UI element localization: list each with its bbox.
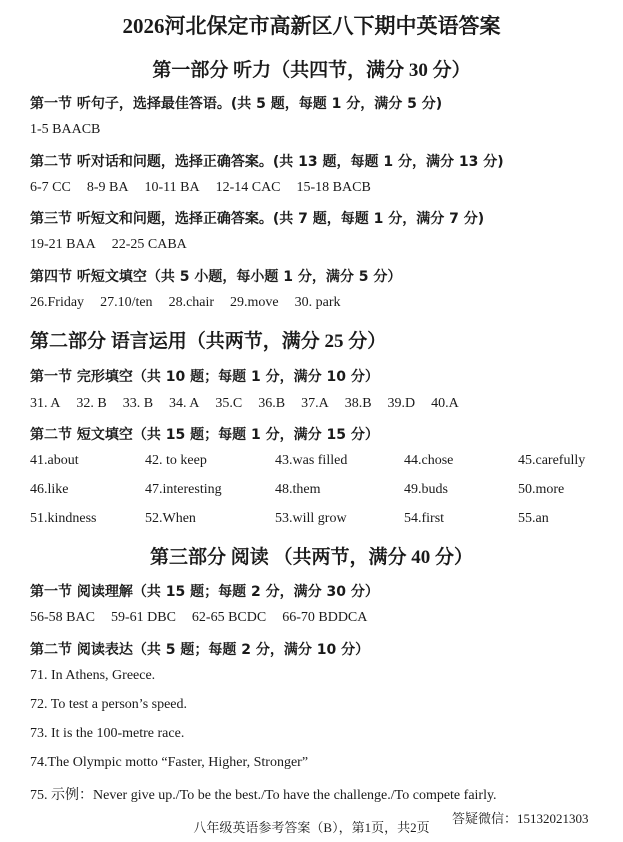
answer-item: 8-9 BA xyxy=(86,180,129,195)
grid-cell: 47.interesting xyxy=(145,482,222,497)
answer-item: 31. A xyxy=(30,396,61,411)
part1-section1-title: 第一节 听句子，选择最佳答语。(共 5 题，每题 1 分，满分 5 分) xyxy=(30,96,443,112)
grid-cell: 51.kindness xyxy=(30,511,97,526)
answer-item: 26.Friday xyxy=(30,295,85,310)
grid-cell: 43.was filled xyxy=(275,453,348,468)
reading-answer: 72. To test a person’s speed. xyxy=(30,697,188,712)
part3-heading: 第三部分 阅读 （共两节，满分 40 分） xyxy=(149,547,473,568)
part3-section2-title: 第二节 阅读表达（共 5 题；每题 2 分，满分 10 分） xyxy=(30,642,370,658)
answer-item: 10-11 BA xyxy=(144,180,200,195)
part3-section1-title: 第一节 阅读理解（共 15 题；每题 2 分，满分 30 分） xyxy=(30,584,379,600)
answer-item: 33. B xyxy=(122,396,154,411)
grid-cell: 45.carefully xyxy=(518,453,586,468)
grid-cell: 55.an xyxy=(518,511,549,526)
answer-item: 40.A xyxy=(431,396,459,411)
part2-section1-title: 第一节 完形填空（共 10 题；每题 1 分，满分 10 分） xyxy=(30,369,379,385)
part1-section3-title: 第三节 听短文和问题，选择正确答案。(共 7 题，每题 1 分，满分 7 分) xyxy=(30,211,485,227)
answer-item: 62-65 BCDC xyxy=(191,610,267,625)
contact-info: 答疑微信：15132021303 xyxy=(452,811,589,826)
answer-item: 28.chair xyxy=(168,295,215,310)
answer-item: 6-7 CC xyxy=(30,180,71,195)
grid-cell: 50.more xyxy=(518,482,565,497)
answer-item: 34. A xyxy=(169,396,200,411)
part2-heading: 第二部分 语言运用（共两节，满分 25 分） xyxy=(30,331,387,352)
part1-section3-answers xyxy=(30,237,203,253)
grid-cell: 54.first xyxy=(404,511,445,526)
part1-section4-title: 第四节 听短文填空（共 5 小题，每小题 1 分，满分 5 分） xyxy=(30,269,402,285)
answer-item: 32. B xyxy=(76,396,107,411)
answer-item: 37.A xyxy=(301,396,329,411)
answer-item: 38.B xyxy=(344,396,372,411)
answer-item: 19-21 BAA xyxy=(30,237,96,252)
answer-item: 12-14 CAC xyxy=(215,180,281,195)
part1-section4-answers xyxy=(30,295,357,311)
answer-item: 59-61 DBC xyxy=(110,610,176,625)
grid-cell: 48.them xyxy=(275,482,321,497)
reading-answer: 75. 示例：Never give up./To be the best./To have the challenge./To compete fairly. xyxy=(30,788,497,803)
grid-cell: 49.buds xyxy=(404,482,448,497)
grid-cell: 53.will grow xyxy=(275,511,347,526)
grid-cell: 46.like xyxy=(30,482,69,497)
part1-section2-title: 第二节 听对话和问题，选择正确答案。(共 13 题，每题 1 分，满分 13 分) xyxy=(30,154,504,170)
answer-item: 30. park xyxy=(294,295,341,310)
reading-answer: 73. It is the 100-metre race. xyxy=(30,726,185,741)
reading-answer: 71. In Athens, Greece. xyxy=(30,668,156,683)
grid-cell: 44.chose xyxy=(404,453,454,468)
answer-item: 22-25 CABA xyxy=(111,237,187,252)
page-footer: 八年级英语参考答案（B），第1页，共2页 xyxy=(193,820,430,835)
answer-item: 35.C xyxy=(215,396,243,411)
part2-section2-title: 第二节 短文填空（共 15 题；每题 1 分，满分 15 分） xyxy=(30,427,379,443)
answer-item: 15-18 BACB xyxy=(296,180,371,195)
grid-cell: 41.about xyxy=(30,453,79,468)
answer-item: 39.D xyxy=(387,396,416,411)
answer-item: 66-70 BDDCA xyxy=(282,610,368,625)
answer-item: 27.10/ten xyxy=(100,295,153,310)
grid-cell: 52.When xyxy=(145,511,196,526)
page-title: 2026河北保定市高新区八下期中英语答案 xyxy=(122,14,501,38)
answer-item: 1-5 BAACB xyxy=(30,122,101,137)
part1-section2-answers xyxy=(30,180,387,196)
reading-answer: 74.The Olympic motto “Faster, Higher, Stronger” xyxy=(30,755,309,770)
answer-item: 36.B xyxy=(258,396,286,411)
part2-section1-answers xyxy=(30,396,475,412)
answer-item: 29.move xyxy=(230,295,279,310)
grid-cell: 42. to keep xyxy=(145,453,207,468)
part3-section1-answers xyxy=(30,610,383,626)
answer-item: 56-58 BAC xyxy=(30,610,95,625)
part1-section1-answers xyxy=(30,122,116,138)
part1-heading: 第一部分 听力（共四节，满分 30 分） xyxy=(152,60,471,81)
